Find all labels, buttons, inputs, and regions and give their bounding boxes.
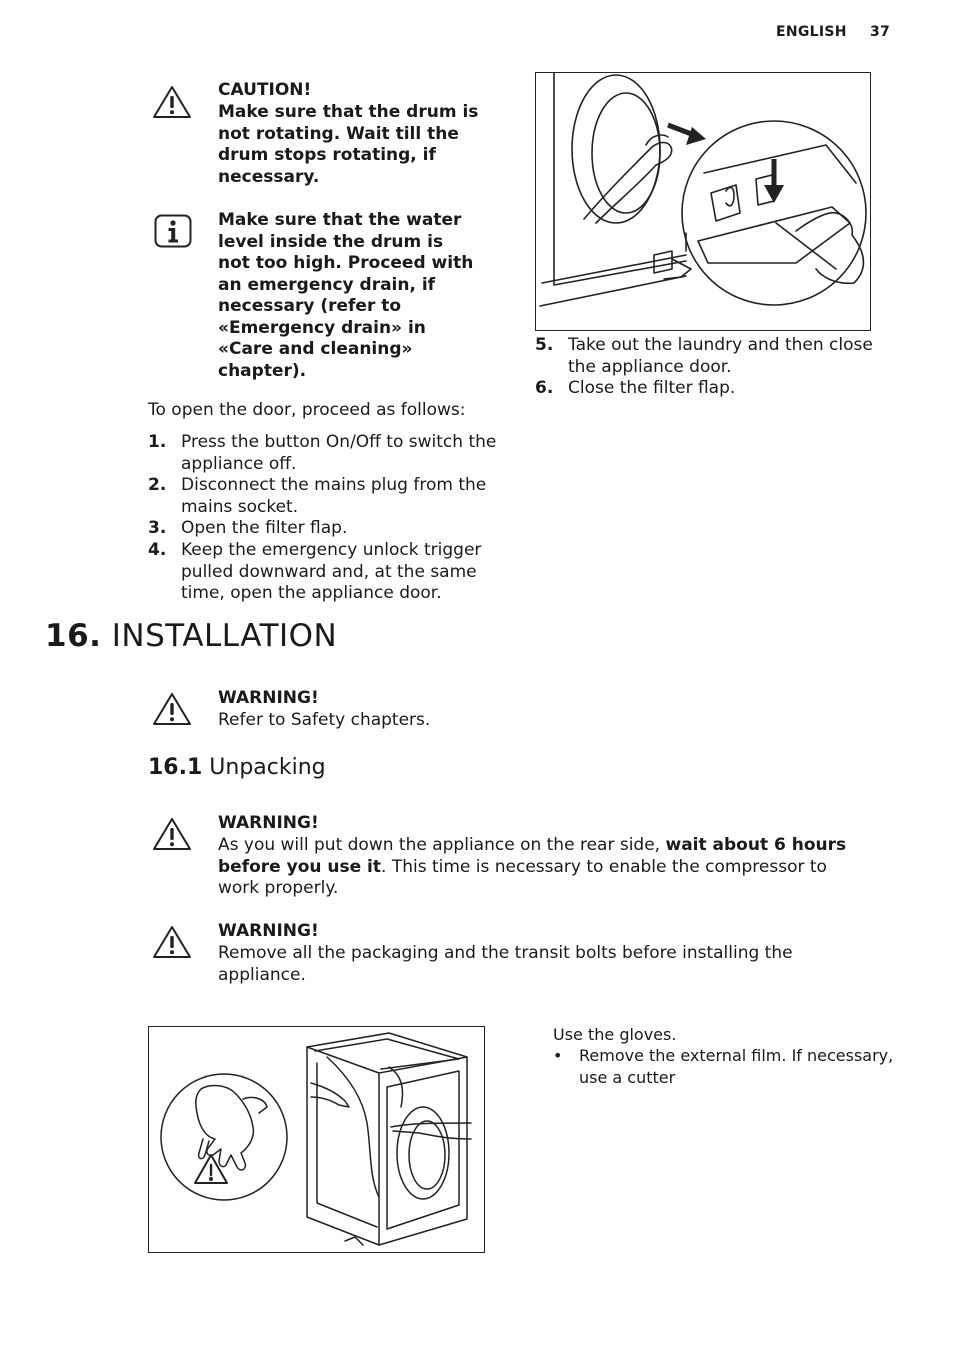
info-icon	[154, 214, 192, 248]
unpacking-drawing	[149, 1027, 484, 1252]
warning-rear-text-after: . This time is necessary to enable the compressor to work properly.	[218, 856, 827, 898]
gloves-intro: Use the gloves.	[553, 1025, 677, 1044]
step-number: 6.	[535, 378, 554, 398]
step-text: Take out the laundry and then close the appliance door.	[568, 335, 873, 377]
step-text: Open the filter flap.	[181, 518, 348, 538]
step-number: 3.	[148, 518, 167, 538]
section-heading	[45, 618, 337, 654]
subsection-title: Unpacking	[209, 755, 326, 780]
warning-safety-title: WARNING!	[218, 688, 319, 708]
warning-rear-text-before: As you will put down the appliance on the rear side,	[218, 835, 666, 855]
step-number: 2.	[148, 475, 167, 495]
section-title: INSTALLATION	[111, 618, 338, 654]
door-intro: To open the door, proceed as follows:	[148, 400, 466, 420]
step-text: Press the button On/Off to switch the appliance off.	[181, 432, 497, 474]
step-number: 4.	[148, 540, 167, 560]
warning-triangle-icon	[152, 924, 192, 960]
step-text: Keep the emergency unlock trigger pulled downward and, at the same time, open the appliance door.	[181, 540, 482, 603]
gloves-bullet-marker: •	[553, 1046, 563, 1065]
section-number: 16.	[45, 618, 102, 654]
warning-safety-text: Refer to Safety chapters.	[218, 710, 431, 730]
warning-packaging-text: Remove all the packaging and the transit bolts before installing the appliance.	[218, 943, 793, 985]
washing-machine-door-drawing	[536, 73, 870, 330]
filter-flap-illustration	[535, 72, 871, 331]
warning-triangle-icon	[152, 816, 192, 852]
unpacking-illustration	[148, 1026, 485, 1253]
gloves-bullet-text: Remove the external film. If necessary, use a cutter	[579, 1046, 894, 1087]
warning-rear-text	[218, 835, 848, 900]
caution-text: Make sure that the drum is not rotating. Wait till the drum stops rotating, if necessary.	[218, 102, 479, 187]
caution-title: CAUTION!	[218, 80, 312, 100]
warning-rear-text-bold: wait about 6 hours before you use it	[218, 835, 847, 877]
subsection-number: 16.1	[148, 755, 203, 780]
subsection-heading	[148, 755, 326, 780]
step-number: 1.	[148, 432, 167, 452]
step-text: Disconnect the mains plug from the mains socket.	[181, 475, 487, 517]
page-number: 37	[870, 24, 891, 40]
warning-packaging-title: WARNING!	[218, 921, 319, 941]
step-number: 5.	[535, 335, 554, 355]
warning-triangle-icon	[152, 691, 192, 727]
warning-triangle-icon	[152, 84, 192, 120]
step-text: Close the filter flap.	[568, 378, 736, 398]
header-language: ENGLISH	[776, 24, 847, 40]
info-text: Make sure that the water level inside the drum is not too high. Proceed with an emergency drain, if necessary (refer to «Emergency drain» in «Care and cleaning» chapter).	[218, 210, 474, 381]
warning-rear-title: WARNING!	[218, 813, 319, 833]
